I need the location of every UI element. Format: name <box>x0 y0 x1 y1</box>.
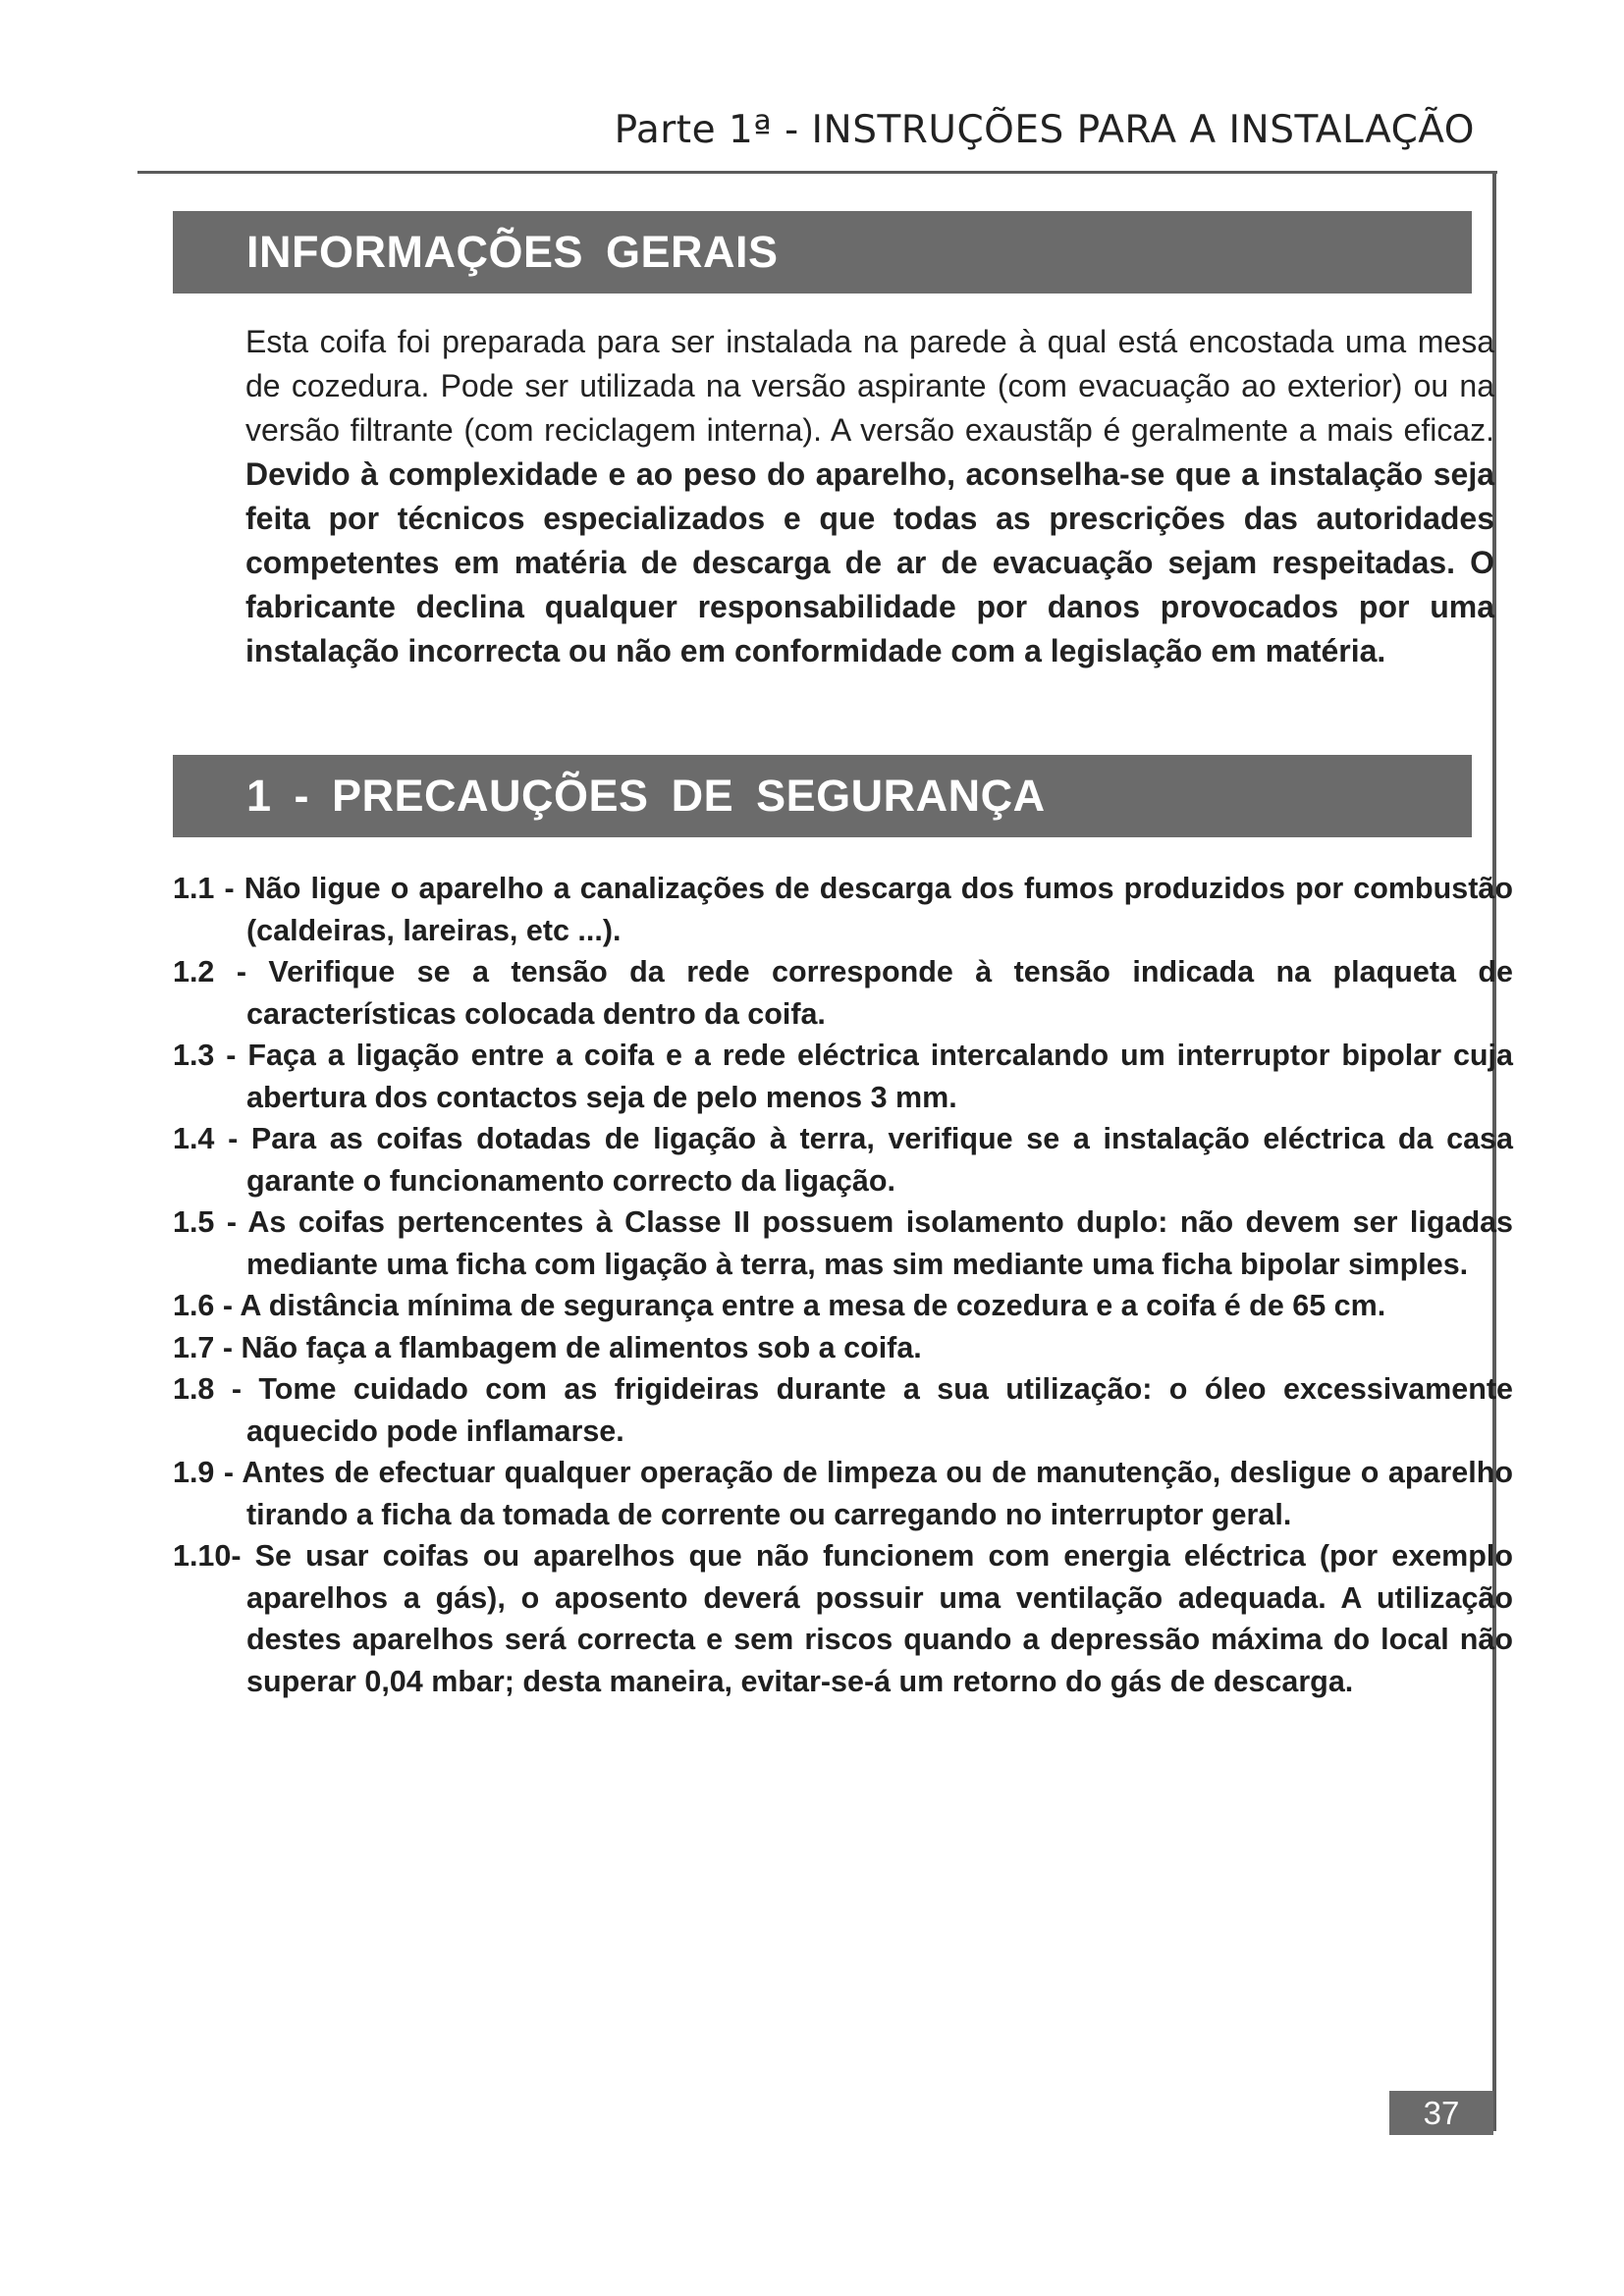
precaution-text: As coifas pertencentes à Classe II possuem isolamento duplo: não devem ser ligadas mediante uma ficha com ligação à terra, mas sim mediante uma ficha bipolar simples. <box>246 1205 1513 1281</box>
precaution-item <box>173 1452 1513 1535</box>
precaution-item <box>173 1285 1513 1327</box>
precaution-item <box>173 1368 1513 1452</box>
precaution-number: 1.8 - <box>173 1372 259 1406</box>
general-info-warning-text: Devido à complexidade e ao peso do aparelho, aconselha-se que a instalação seja feita por técnicos especializados e que todas as prescrições das autoridades competentes em matéria de descarga de ar de evacuação sejam respeitadas. O fabricante declina qualquer responsabilidade por danos provocados por uma instalação incorrecta ou não em conformidade com a legislação em matéria. <box>245 456 1494 668</box>
precaution-text: Não ligue o aparelho a canalizações de descarga dos fumos produzidos por combustão (caldeiras, lareiras, etc ...). <box>244 872 1513 947</box>
section-heading-safety-precautions: 1 - PRECAUÇÕES DE SEGURANÇA <box>173 755 1472 837</box>
precaution-number: 1.6 - <box>173 1289 241 1322</box>
precaution-text: Antes de efectuar qualquer operação de limpeza ou de manutenção, desligue o aparelho tirando a ficha da tomada de corrente ou carregando no interruptor geral. <box>242 1456 1514 1531</box>
precaution-text: Verifique se a tensão da rede corresponde à tensão indicada na plaqueta de características colocada dentro da coifa. <box>246 955 1513 1031</box>
page-header-title: Parte 1ª - INSTRUÇÕES PARA A INSTALAÇÃO <box>614 108 1475 152</box>
precaution-number: 1.7 - <box>173 1330 242 1364</box>
precaution-item <box>173 868 1513 951</box>
header-divider <box>137 171 1497 174</box>
precaution-number: 1.4 - <box>173 1122 251 1155</box>
precaution-text: A distância mínima de segurança entre a mesa de cozedura e a coifa é de 65 cm. <box>240 1289 1386 1322</box>
precaution-text: Tome cuidado com as frigideiras durante a sua utilização: o óleo excessivamente aquecido pode inflamarse. <box>246 1372 1513 1448</box>
precaution-item <box>173 1535 1513 1702</box>
precaution-text: Não faça a flambagem de alimentos sob a coifa. <box>241 1330 922 1364</box>
general-info-text: Esta coifa foi preparada para ser instalada na parede à qual está encostada uma mesa de cozedura. Pode ser utilizada na versão aspirante (com evacuação ao exterior) ou na versão filtrante (com reciclagem interna). A versão exaustãp é geralmente a mais eficaz. <box>245 324 1494 448</box>
precaution-item <box>173 1201 1513 1285</box>
precaution-item <box>173 1118 1513 1201</box>
precaution-number: 1.1 - <box>173 872 244 905</box>
page-number: 37 <box>1389 2091 1493 2135</box>
precaution-number: 1.5 - <box>173 1205 248 1239</box>
precaution-text: Se usar coifas ou aparelhos que não funcionem com energia eléctrica (por exemplo aparelhos a gás), o aposento deverá possuir uma ventilação adequada. A utilização destes aparelhos será correcta e sem riscos quando a depressão máxima do local não superar 0,04 mbar; desta maneira, evitar-se-á um retorno do gás de descarga. <box>246 1539 1513 1698</box>
precaution-item <box>173 951 1513 1035</box>
precaution-text: Faça a ligação entre a coifa e a rede eléctrica intercalando um interruptor bipolar cuja abertura dos contactos seja de pelo menos 3 mm. <box>246 1039 1513 1114</box>
precaution-number: 1.2 - <box>173 955 269 988</box>
precaution-text: Para as coifas dotadas de ligação à terra, verifique se a instalação eléctrica da casa garante o funcionamento correcto da ligação. <box>246 1122 1513 1198</box>
precaution-number: 1.10- <box>173 1539 255 1573</box>
precaution-item <box>173 1035 1513 1118</box>
precaution-item <box>173 1327 1513 1369</box>
general-info-paragraph <box>245 320 1494 673</box>
section-heading-general-info: INFORMAÇÕES GERAIS <box>173 211 1472 294</box>
safety-precautions-list <box>173 868 1513 1702</box>
precaution-number: 1.9 - <box>173 1456 243 1489</box>
precaution-number: 1.3 - <box>173 1039 248 1072</box>
